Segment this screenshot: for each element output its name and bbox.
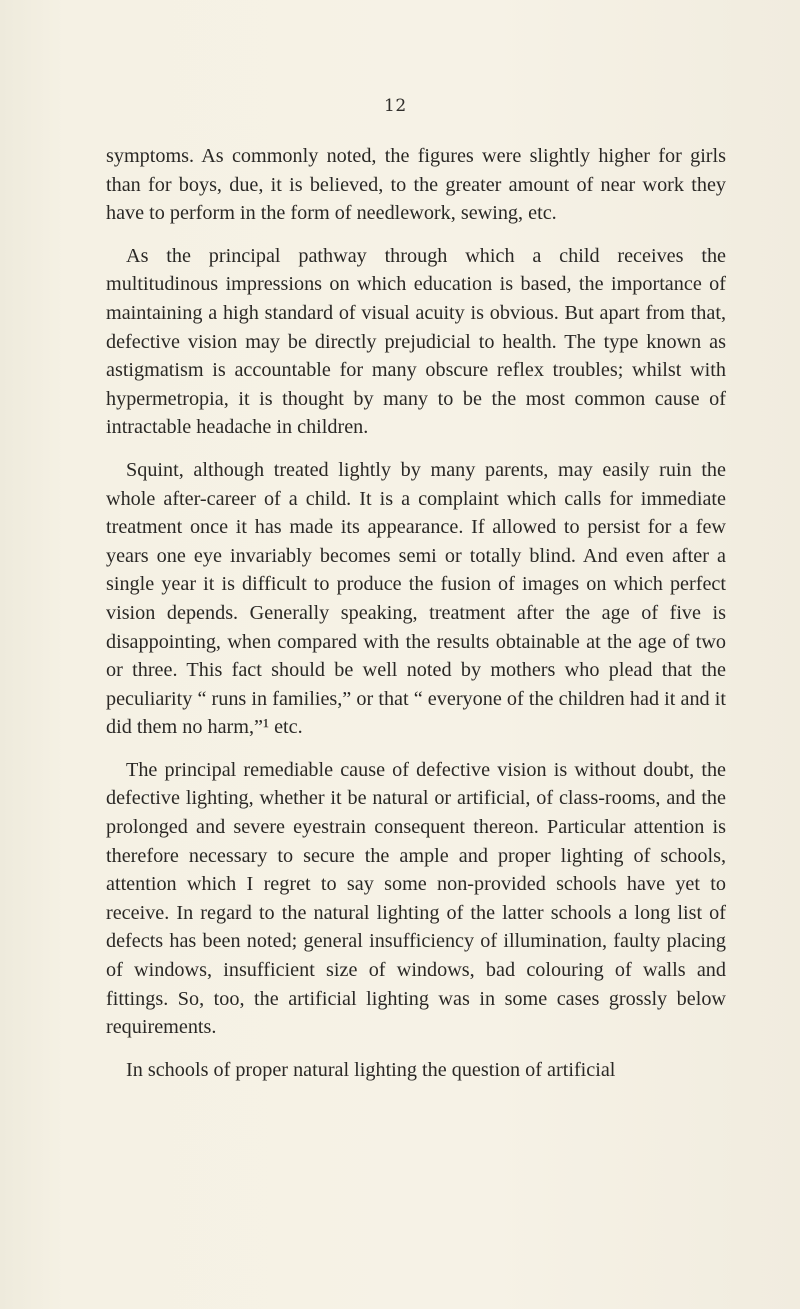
paragraph-5: In schools of proper natural lighting the question of artificial <box>126 1058 616 1081</box>
paragraph-4: The principal remediable cause of defective vision is without doubt, the defective lighting, whether it be natural or artificial, of class-rooms, and the prolonged and severe eyestrain consequent thereon. Particular attention is therefore necessary to secure the ample and proper lighting of schools, attention which I regret to say some non-provided schools have yet to receive. In regard to the natural lighting of the latter schools a long list of defects has been noted; general insufficiency of illumination, faulty placing of windows, insufficient size of windows, bad colouring of walls and fittings. So, too, the artificial lighting was in some cases grossly below requirements. <box>106 758 726 1039</box>
paragraph-2: As the principal pathway through which a child receives the multitudinous impressions on which education is based, the importance of maintaining a high standard of visual acuity is obvious. But apart from that, defective vision may be directly prejudicial to health. The type known as astigmatism is accountable for many obscure reflex troubles; whilst with hypermetropia, it is thought by many to be the most common cause of intractable headache in children. <box>106 244 726 439</box>
paragraph-3: Squint, although treated lightly by many parents, may easily ruin the whole after-career of a child. It is a complaint which calls for immediate treatment once it has made its appearance. If allowed to persist for a few years one eye invariably becomes semi or totally blind. And even after a single year it is difficult to produce the fusion of images on which perfect vision depends. Generally speaking, treatment after the age of five is disappointing, when compared with the results obtainable at the age of two or three. This fact should be well noted by mothers who plead that the peculiarity “ runs in families,” or that “ everyone of the children had it and it did them no harm,”¹ etc. <box>106 458 726 739</box>
body-text <box>106 142 726 1084</box>
page-number: 12 <box>384 96 407 116</box>
paragraph-1: symptoms. As commonly noted, the figures were slightly higher for girls than for boys, due, it is believed, to the greater amount of near work they have to perform in the form of needlework, sewing, etc. <box>106 145 726 225</box>
